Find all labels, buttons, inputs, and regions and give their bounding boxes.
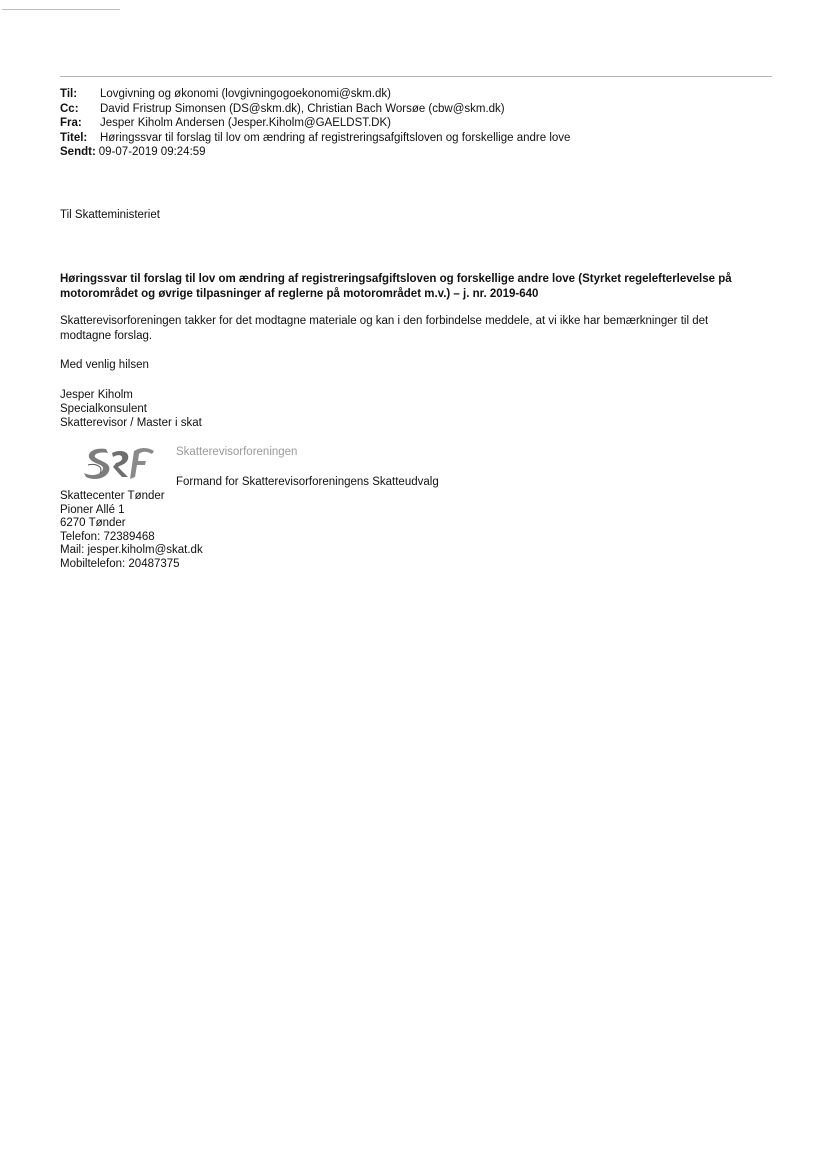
signature-role: Formand for Skatterevisorforeningens Skatteudvalg	[176, 476, 439, 488]
header-divider	[60, 76, 772, 77]
email-header	[60, 87, 570, 160]
organization-name: Skatterevisorforeningen	[176, 446, 298, 458]
cc-label: Cc:	[60, 102, 79, 115]
signature-name: Jesper Kiholm	[60, 389, 133, 401]
signature-qualification: Skatterevisor / Master i skat	[60, 417, 202, 429]
from-row	[60, 116, 570, 131]
email-address: Mail: jesper.kiholm@skat.dk	[60, 544, 203, 556]
signature-position: Specialkonsulent	[60, 403, 147, 415]
title-label: Titel:	[60, 131, 88, 144]
subject-line: motorområdet og øvrige tilpasninger af reglerne på motorområdet m.v.) – j. nr. 2019-640	[60, 287, 539, 300]
signature-block	[60, 388, 202, 430]
subject-line: Høringssvar til forslag til lov om ændring af registreringsafgiftsloven og forskellige andre love (Styrket regelefterlevelse på	[60, 273, 732, 285]
title-value: Høringssvar til forslag til lov om ændring af registreringsafgiftsloven og forskellige andre love	[100, 131, 571, 144]
from-value: Jesper Kiholm Andersen (Jesper.Kiholm@GAELDST.DK)	[100, 117, 391, 129]
cc-row	[60, 102, 570, 117]
greeting: Til Skatteministeriet	[60, 209, 160, 221]
from-label: Fra:	[60, 117, 82, 129]
to-value: Lovgivning og økonomi (lovgivningogoekonomi@skm.dk)	[100, 88, 392, 100]
body-line: modtagne forslag.	[60, 329, 153, 342]
letter-body	[60, 314, 750, 343]
sent-value: 09-07-2019 09:24:59	[98, 146, 206, 158]
phone: Telefon: 72389468	[60, 530, 155, 543]
sent-label: Sendt:	[60, 146, 96, 158]
letter-subject	[60, 272, 760, 301]
to-label: Til:	[60, 88, 78, 100]
sent-row	[60, 145, 570, 160]
srf-logo-icon	[82, 443, 158, 483]
title-row	[60, 131, 570, 146]
mobile-phone: Mobiltelefon: 20487375	[60, 557, 180, 570]
closing: Med venlig hilsen	[60, 359, 149, 371]
body-line: Skatterevisorforeningen takker for det modtagne materiale og kan i den forbindelse meddele, at vi ikke har bemærkninger til det	[60, 315, 709, 327]
top-divider	[2, 9, 120, 10]
to-row	[60, 87, 570, 102]
postal-code: 6270 Tønder	[60, 517, 126, 529]
address: Pioner Allé 1	[60, 503, 125, 516]
contact-block	[60, 490, 203, 571]
workplace: Skattecenter Tønder	[60, 490, 165, 502]
cc-value: David Fristrup Simonsen (DS@skm.dk), Christian Bach Worsøe (cbw@skm.dk)	[100, 102, 505, 115]
